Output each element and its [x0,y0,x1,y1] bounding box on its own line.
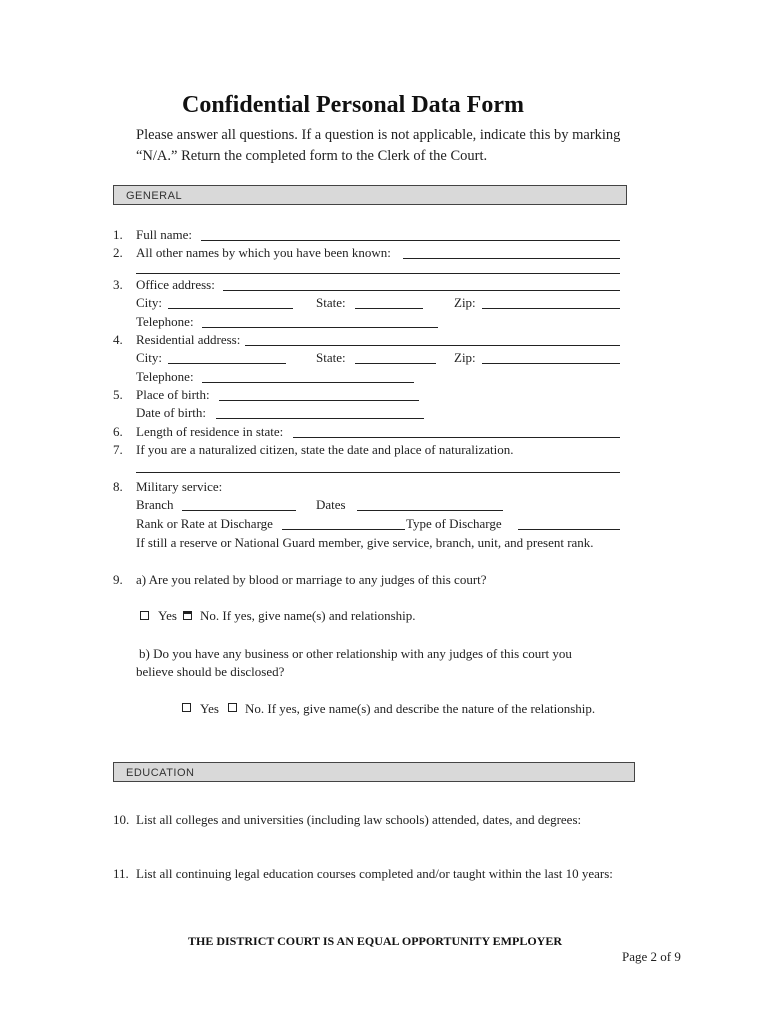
type-of-discharge-field[interactable] [518,529,620,530]
q9b-label-line-1: b) Do you have any business or other relationship with any judges of this court you [139,646,572,661]
section-education-header: EDUCATION [113,762,635,782]
residential-address-field[interactable] [245,345,620,346]
q4-state-label: State: [316,350,346,365]
q8-label: Military service: [136,479,223,494]
q8-dates-label: Dates [316,497,346,512]
other-names-field-2[interactable] [136,273,620,274]
other-names-field[interactable] [403,258,620,259]
q11-number: 11. [113,866,129,881]
q8-discharge-label: Type of Discharge [406,516,502,531]
q10-label: List all colleges and universities (including law schools) attended, dates, and degrees: [136,812,582,827]
residential-telephone-field[interactable] [202,382,414,383]
q3-city-label: City: [136,295,163,310]
q5-number: 5. [113,387,123,402]
q9a-label: a) Are you related by blood or marriage to any judges of this court? [136,572,487,587]
q3-label: Office address: [136,277,215,292]
q9a-yes-label: Yes [158,608,177,623]
office-state-field[interactable] [355,308,423,309]
q10-number: 10. [113,812,130,827]
page-title: Confidential Personal Data Form [182,92,524,118]
q9b-no-checkbox[interactable] [228,703,237,712]
q6-label: Length of residence in state: [136,424,284,439]
q3-telephone-label: Telephone: [136,314,194,329]
q8-reserve-label: If still a reserve or National Guard member, give service, branch, unit, and present rank. [136,535,594,550]
q9b-yes-label: Yes [200,701,219,716]
intro-line-2: “N/A.” Return the completed form to the Clerk of the Court. [136,148,488,164]
q8-number: 8. [113,479,123,494]
office-address-field[interactable] [223,290,620,291]
q1-number: 1. [113,227,123,242]
q5-dob-label: Date of birth: [136,405,207,420]
date-of-birth-field[interactable] [216,418,424,419]
q3-number: 3. [113,277,123,292]
section-general-header: GENERAL [113,185,627,205]
q5-label: Place of birth: [136,387,210,402]
naturalization-field[interactable] [136,472,620,473]
q7-label: If you are a naturalized citizen, state the date and place of naturalization. [136,442,514,457]
q6-number: 6. [113,424,123,439]
q7-number: 7. [113,442,123,457]
military-dates-field[interactable] [357,510,503,511]
q9a-no-checkbox[interactable] [183,611,192,620]
residential-city-field[interactable] [168,363,286,364]
q4-zip-label: Zip: [454,350,476,365]
q11-label: List all continuing legal education courses completed and/or taught within the last 10 years: [136,866,613,881]
q9b-label-line-2: believe should be disclosed? [136,664,285,679]
q2-number: 2. [113,245,123,260]
intro-line-1: Please answer all questions. If a question is not applicable, indicate this by marking [136,127,621,143]
q3-zip-label: Zip: [454,295,476,310]
residence-length-field[interactable] [293,437,620,438]
page-number: Page 2 of 9 [622,949,681,964]
residential-zip-field[interactable] [482,363,620,364]
rank-at-discharge-field[interactable] [282,529,405,530]
q4-label: Residential address: [136,332,241,347]
q8-branch-label: Branch [136,497,174,512]
equal-opportunity-statement: THE DISTRICT COURT IS AN EQUAL OPPORTUNITY EMPLOYER [188,934,563,948]
q8-rank-label: Rank or Rate at Discharge [136,516,273,531]
office-zip-field[interactable] [482,308,620,309]
military-branch-field[interactable] [182,510,296,511]
office-city-field[interactable] [168,308,293,309]
q9a-yes-checkbox[interactable] [140,611,149,620]
residential-state-field[interactable] [355,363,436,364]
q9b-no-label: No. If yes, give name(s) and describe the nature of the relationship. [245,701,596,716]
q9b-yes-checkbox[interactable] [182,703,191,712]
full-name-field[interactable] [201,240,620,241]
q4-number: 4. [113,332,123,347]
q4-city-label: City: [136,350,163,365]
q9a-no-label: No. If yes, give name(s) and relationship. [200,608,416,623]
place-of-birth-field[interactable] [219,400,419,401]
office-telephone-field[interactable] [202,327,438,328]
q9-number: 9. [113,572,123,587]
q3-state-label: State: [316,295,346,310]
q2-label: All other names by which you have been known: [136,245,391,260]
q4-telephone-label: Telephone: [136,369,194,384]
q1-label: Full name: [136,227,192,242]
